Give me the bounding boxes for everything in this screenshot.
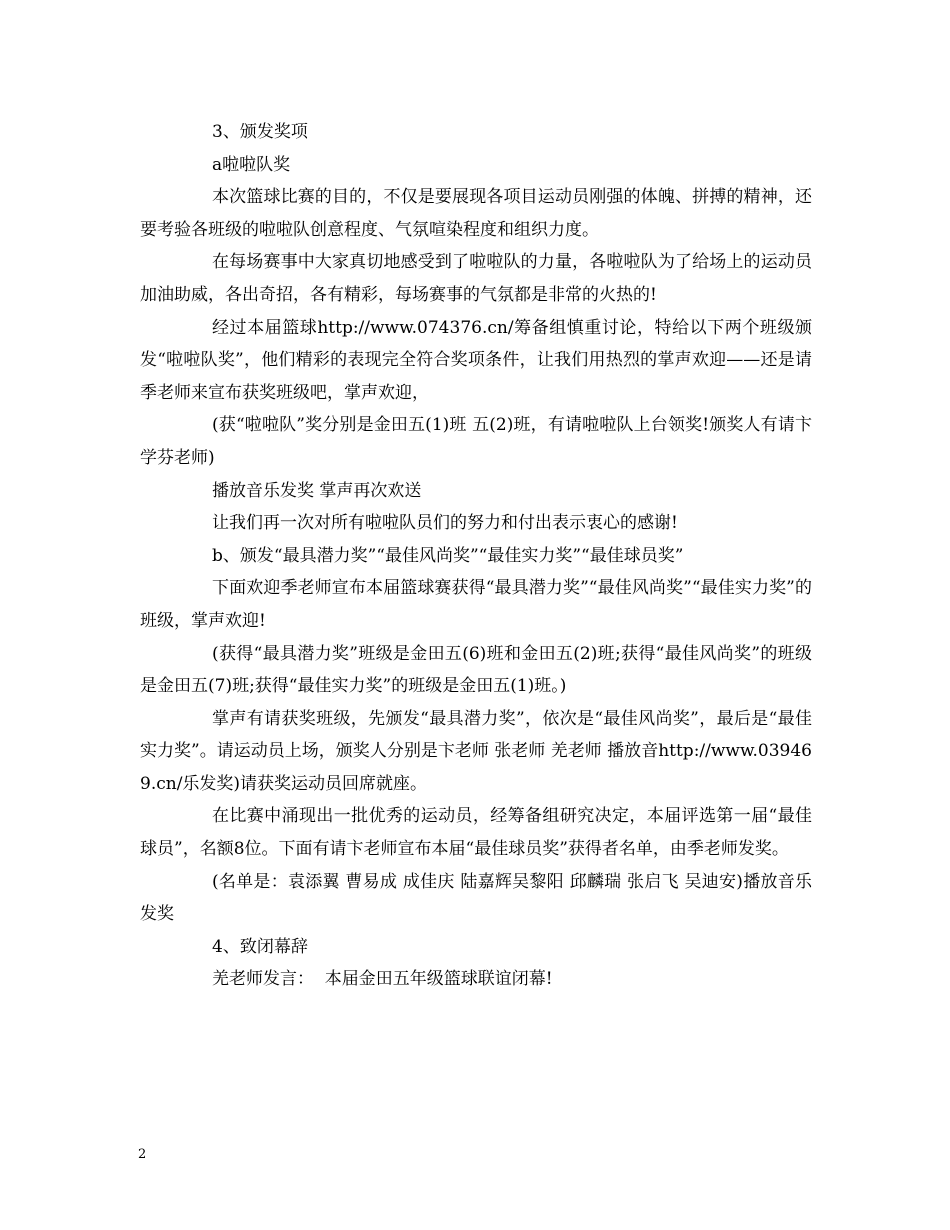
subheading-other-awards: b、颁发“最具潜力奖”“最佳风尚奖”“最佳实力奖”“最佳球员奖” xyxy=(212,545,684,566)
paragraph: 掌声有请获奖班级，先颁发“最具潜力奖”，依次是“最佳风尚奖”，最后是“最佳实力奖”。请运动员上场，颁奖人分别是卞老师 张老师 羌老师 播放音http://www.039469.cn/乐发奖)请获奖运动员回席就座。 xyxy=(140,708,812,794)
subheading-cheerleading-award: a啦啦队奖 xyxy=(212,154,291,175)
document-body xyxy=(140,116,812,996)
paragraph: 经过本届篮球http://www.074376.cn/筹备组慎重讨论，特给以下两个班级颁发“啦啦队奖”，他们精彩的表现完全符合奖项条件，让我们用热烈的掌声欢迎——还是请季老师来宣布获奖班级吧，掌声欢迎， xyxy=(140,317,812,403)
paragraph: 下面欢迎季老师宣布本届篮球赛获得“最具潜力奖”“最佳风尚奖”“最佳实力奖”的班级，掌声欢迎! xyxy=(140,578,812,631)
paragraph: 羌老师发言： 本届金田五年级篮球联谊闭幕! xyxy=(212,969,553,990)
paragraph: 在比赛中涌现出一批优秀的运动员，经筹备组研究决定，本届评选第一届“最佳球员”，名额8位。下面有请卞老师宣布本届“最佳球员奖”获得者名单，由季老师发奖。 xyxy=(140,806,812,860)
paragraph: 让我们再一次对所有啦啦队员们的努力和付出表示衷心的感谢! xyxy=(212,513,678,534)
paragraph: (获得“最具潜力奖”班级是金田五(6)班和金田五(2)班;获得“最佳风尚奖”的班级是金田五(7)班;获得“最佳实力奖”的班级是金田五(1)班。) xyxy=(140,643,812,697)
section-heading-closing: 4、致闭幕辞 xyxy=(212,936,308,957)
paragraph: 播放音乐发奖 掌声再次欢送 xyxy=(212,480,422,501)
page-number: 2 xyxy=(138,1147,147,1162)
paragraph: (获“啦啦队”奖分别是金田五(1)班 五(2)班，有请啦啦队上台领奖!颁奖人有请卞学芬老师) xyxy=(140,415,812,468)
paragraph: 本次篮球比赛的目的，不仅是要展现各项目运动员刚强的体魄、拼搏的精神，还要考验各班级的啦啦队创意程度、气氛喧染程度和组织力度。 xyxy=(140,187,812,240)
paragraph: (名单是：袁添翼 曹易成 成佳庆 陆嘉辉吴黎阳 邱麟瑞 张启飞 吴迪安)播放音乐发奖 xyxy=(140,871,812,925)
section-heading-awards: 3、颁发奖项 xyxy=(212,122,308,142)
paragraph: 在每场赛事中大家真切地感受到了啦啦队的力量，各啦啦队为了给场上的运动员加油助威，各出奇招，各有精彩，每场赛事的气氛都是非常的火热的! xyxy=(140,252,812,305)
